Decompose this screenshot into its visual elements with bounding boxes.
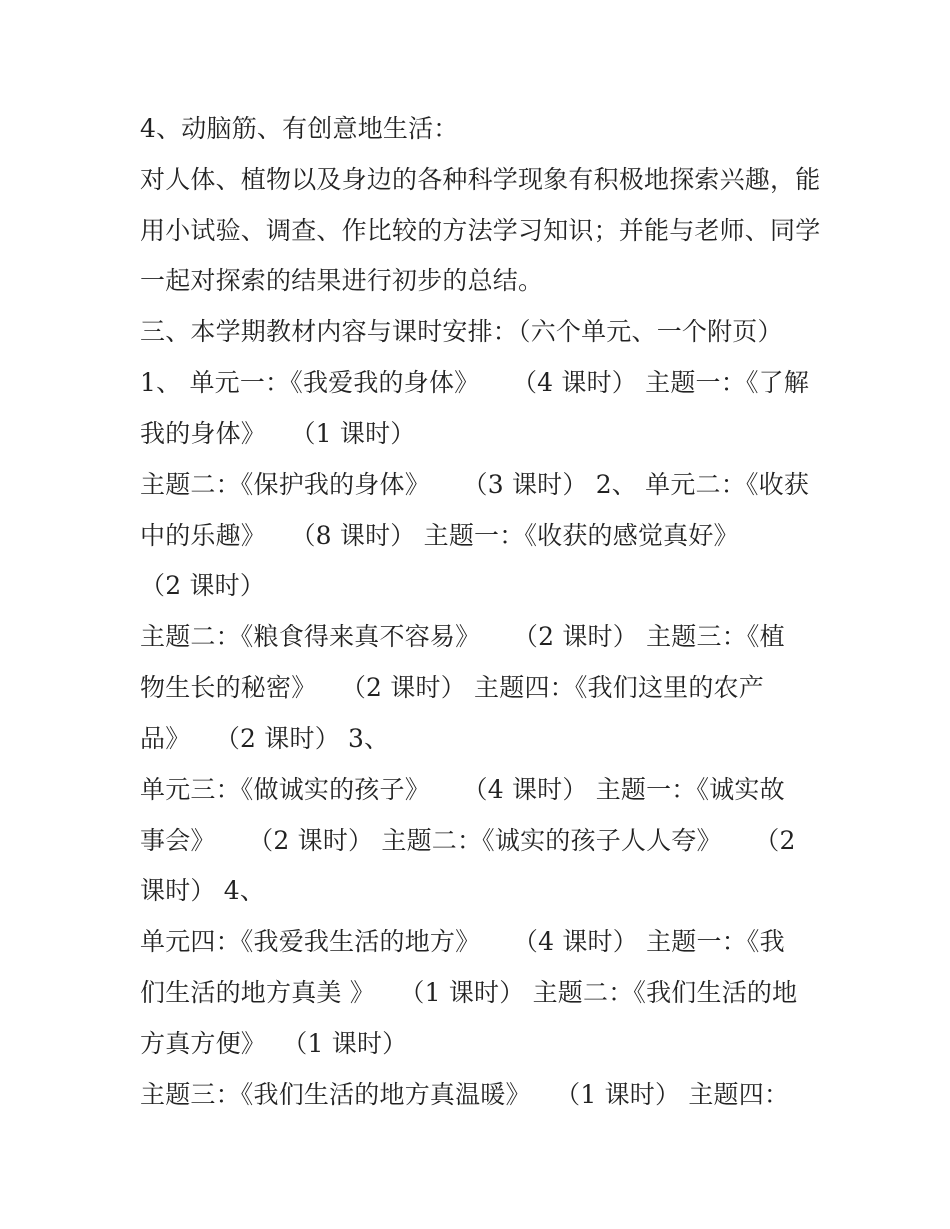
section-heading-content-schedule: 三、本学期教材内容与课时安排：（六个单元、一个附页） bbox=[140, 317, 783, 346]
section-heading-creative-life: 4、动脑筋、有创意地生活： bbox=[140, 114, 459, 143]
paragraph-line: 单元四：《我爱我生活的地方》 （4 课时） 主题一：《我 bbox=[140, 927, 785, 956]
paragraph-line: 物生长的秘密》 （2 课时） 主题四：《我们这里的农产 bbox=[140, 673, 764, 702]
paragraph-line: 事会》 （2 课时） 主题二：《诚实的孩子人人夸》 （2 bbox=[140, 826, 796, 855]
paragraph-line: 单元三：《做诚实的孩子》 （4 课时） 主题一：《诚实故 bbox=[140, 775, 785, 804]
paragraph-line: 主题三：《我们生活的地方真温暖》 （1 课时） 主题四： bbox=[140, 1080, 790, 1109]
paragraph-line: 主题二：《粮食得来真不容易》 （2 课时） 主题三：《植 bbox=[140, 622, 785, 651]
paragraph-line: 中的乐趣》 （8 课时） 主题一：《收获的感觉真好》 bbox=[140, 521, 739, 550]
paragraph-line: 用小试验、调查、作比较的方法学习知识；并能与老师、同学 bbox=[140, 216, 821, 245]
paragraph-line: 课时） 4、 bbox=[140, 876, 266, 905]
paragraph-line: 品》 （2 课时） 3、 bbox=[140, 724, 390, 753]
paragraph-line: 们生活的地方真美 》 （1 课时） 主题二：《我们生活的地 bbox=[140, 978, 798, 1007]
paragraph-line: 方真方便》 （1 课时） bbox=[140, 1029, 408, 1058]
paragraph-line: 主题二：《保护我的身体》 （3 课时） 2、 单元二：《收获 bbox=[140, 470, 810, 499]
paragraph-line: 一起对探索的结果进行初步的总结。 bbox=[140, 266, 544, 295]
paragraph-line: 我的身体》 （1 课时） bbox=[140, 419, 416, 448]
paragraph-line: 对人体、植物以及身边的各种科学现象有积极地探索兴趣，能 bbox=[140, 165, 821, 194]
paragraph-line: （2 课时） bbox=[140, 571, 266, 600]
paragraph-line: 1、 单元一：《我爱我的身体》 （4 课时） 主题一：《了解 bbox=[140, 368, 810, 397]
